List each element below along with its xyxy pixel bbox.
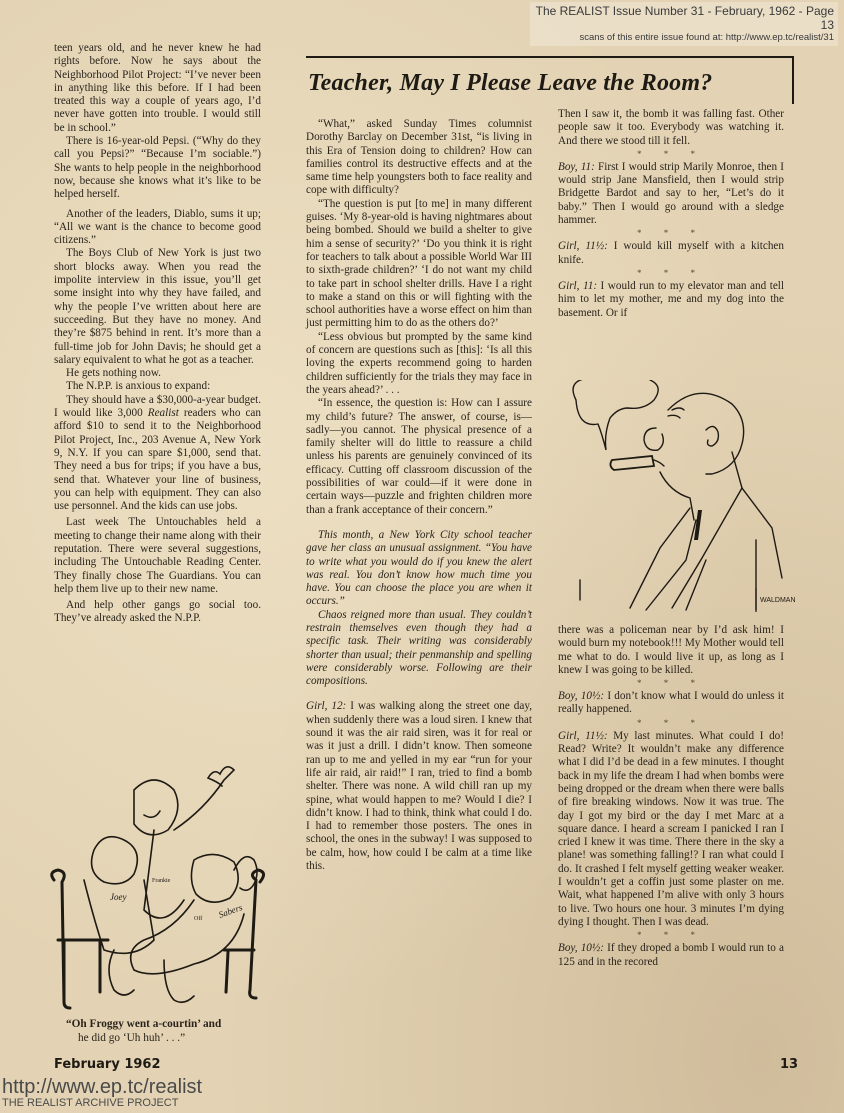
entry-text: First I would strip Marily Monroe, then I would strip Jane Mansfield, then I would strip Bridgette Bardot and say to her, “Let’s do it baby.” Then I would go around with a sledge hammer. [558,160,785,227]
label-sabers: Sabers [217,902,244,920]
magazine-name: Realist [147,407,179,420]
entry-label: Boy, 11: [558,160,595,173]
head-outline [668,393,744,474]
entry-label: Boy, 10½: [558,690,605,703]
figure-joey-body [84,880,154,953]
artist-signature: WALDMAN [760,597,796,604]
label-off: Off [194,916,203,922]
composition-entry [306,700,532,873]
figure-sabers-head [191,854,238,902]
intro-paragraph: Chaos reigned more than usual. They couldn’t restrain themselves even though they had a specific task. Their writing was considerably shorter than usual; their penmanship and spelling were considerably worse. Following are their compositions. [306,608,532,688]
figure-frankie-arm [144,767,234,918]
paragraph: The Boys Club of New York is just two short blocks away. When you read the impolite interview in this issue, you’ll get some insight into why they have failed, and why the people I’ve written about here are succeeding. But they have no money. And they’re $875 behind in rent. It’s more than a full-time job for John Davis; he should get a salary equivalent to what he got as a teacher. [54,247,261,366]
column-2 [306,118,532,873]
figure-legs [109,950,194,1002]
coat-lapels [630,488,742,610]
paragraph: “In essence, the question is: How can I assure my child’s future? The answer, of course, is—sadly—you cannot. The physical presence of a family shelter will do little to reassure a child unless his parents are genuinely convinced of its efficacy. Cutting off classroom discussion of the possibilities of war could—if it were done in certain ways—puzzle and frighten children more than a frank acceptance of their concern.” [306,397,532,516]
figure-frankie-head [134,780,178,835]
archive-header [530,2,838,46]
article-title: Teacher, May I Please Leave the Room? [308,70,713,96]
paragraph: Another of the leaders, Diablo, sums it up; “All we want is the chance to become good citizens.” [54,207,261,247]
cartoon-caption [66,1017,266,1045]
label-joey: Joey [110,892,127,902]
paragraph: “Less obvious but prompted by the same kind of concern are questions such as [this]: ‘Is all this loving the experts recommend going to harden children sufficiently for the trials they may face in the years ahead?’ . . . [306,330,532,396]
coat-front [686,540,756,610]
mouth [654,460,664,466]
intro-paragraph: This month, a New York City school teacher gave her class an unusual assignment. “You have to write what you would do if you knew the alert was real. You don’t know how much time you have. You can choose the place you are when it occurs.” [306,528,532,608]
page-number: 13 [780,1057,799,1072]
entry-label: Girl, 11½: [558,240,608,253]
shoulder-back [732,452,782,578]
paragraph: “What,” asked Sunday Times columnist Dorothy Barclay on December 31st, “is living in this Era of Tension doing to children? How can families control its destructive effects and at the same time help youngsters both to face reality and cope with difficulty? [306,118,532,197]
entry-text: My last minutes. What could I do! Read? Write? It wouldn’t make any difference what I did I’d be dead in a few minutes. I thought back in my life the dream I had when bombs were being dropped or the dream when there were balls of fire breaking windows. Now it was true. The day I got my bird or the day I met Marc at a square dance. I heard a scream I panicked I ran I cried I knew it was time. There there in the sky a plane! was something falling!? I ran what could I do. It crashed I felt myself getting weaker weaker. I wouldn’t get a coffin just some plaster on me. Wait, what happened I’m alive with only 3 hours to live. Two hours one hour. 3 minutes I’m dying dying I thought. Then I was dead. [558,729,784,928]
cartoon-illustration-cigar-man [556,380,836,620]
paragraph: The N.P.P. is anxious to expand: [66,380,211,393]
composition-continued: Then I saw it, the bomb it was falling fast. Other people saw it too. Everybody was watching it. And there we stood till it fell. [558,108,784,147]
paragraph: teen years old, and he never knew he had rights before. Now he says about the Neighborhood Pilot Project: “I’ve never been in anything like this before. If I had been treated this way a couple of years ago, I’d never have gotten into trouble. I would still be in school.” [54,42,261,134]
entry-text: I don’t know what I would do unless it really happened. [558,690,784,716]
nose [644,428,663,450]
entry-label: Boy, 10½: [558,942,605,955]
column-3-continued [558,624,784,969]
figure-joey-head [92,837,138,884]
entry-label: Girl, 12: [306,700,347,713]
entry-text: I would run to my elevator man and tell him to let my mother, me and my dog into the basement. Or if [558,279,784,319]
composition-entry [558,690,784,717]
eyebrows [668,408,684,418]
watermark-project-name: THE REALIST ARCHIVE PROJECT [2,1097,179,1109]
text: readers who can afford $10 to send it to the Neighborhood Pilot Project, Inc., 203 Avenue A, New York 9, N.Y. If you can spare $1,000, send that. They need a bus for trips; if you have a bus, send that. Whatever your line of business, you can help with equipment. They can also use personnel. And the kids can use jobs. [54,407,261,513]
entry-text: I was walking along the street one day, when suddenly there was a loud siren. I knew that sound it was the air raid siren, was it for real or was it just a drill. I didn’t know. Then someone ran up to me and yelled in my ear “run for your life air raid, air raid!” I ran, tried to find a bomb shelter. There was none. A wild chill ran up my spine, what would happen to me? Would I die? I didn’t know. I had to think, think what could I do. I had to remember those posters. The ones in school, the ones in the subway! I was supposed to be calm, how, how could I be calm at a time like this. [306,700,533,873]
text: They should have a $30,000-a-year budget. I would like 3,000 [54,393,261,420]
separator: * * * [637,228,705,239]
figure-frankie-mouth [144,811,160,817]
separator: * * * [637,930,705,941]
paragraph: And help other gangs go social too. They’ve already asked the N.P.P. [54,599,261,625]
cigar [610,456,654,470]
caption-line-1: “Oh Froggy went a-courtin’ and [66,1018,222,1030]
smoke-cloud [573,380,658,450]
composition-entry [558,942,784,969]
separator: * * * [637,148,705,159]
column-1 [54,42,261,626]
separator: * * * [637,717,705,728]
watermark-url[interactable]: http://www.ep.tc/realist [2,1076,203,1098]
entry-text: If they droped a bomb I would run to a 125 and in the recored [558,942,784,968]
cartoon-illustration-gang [44,760,284,1015]
column-3 [558,108,784,320]
composition-entry [558,280,784,320]
separator: * * * [637,267,705,278]
composition-continued: there was a policeman near by I’d ask him! I would burn my notebook!!! My Mother would tell me what to do. I would live it up, as long as I knew I was going to be killed. [558,624,784,676]
ear [706,426,718,446]
footer-date: February 1962 [54,1057,161,1072]
entry-label: Girl, 11: [558,279,598,292]
composition-entry [558,240,784,267]
archive-header-link[interactable]: scans of this entire issue found at: http://www.ep.tc/realist/31 [579,32,834,43]
chin-neck [660,472,694,520]
entry-text: I would kill myself with a kitchen knife. [558,240,784,266]
paragraph: Last week The Untouchables held a meeting to change their name along with their reputation. There were several suggestions, including The Untouchable Reading Center. They finally chose The Guardians. You can help them live up to their new name. [54,516,261,595]
composition-entry [558,161,784,227]
chair-left-legs [58,940,108,1008]
composition-entry [558,730,784,929]
paragraph: He gets nothing now. [66,367,161,380]
caption-line-2: he did go ‘Uh huh’ . . .” [78,1032,186,1044]
chair-left-back [52,870,65,1002]
paragraph [54,394,261,514]
archive-header-title: The REALIST Issue Number 31 - February, 1962 - Page 13 [535,4,834,32]
paragraph: There is 16-year-old Pepsi. (“Why do they call you Pepsi?” “Because I’m sociable.”) She wants to help people in the neighborhood now, because she knows what it’s like to be helped herself. [54,135,261,201]
separator: * * * [637,678,705,689]
entry-label: Girl, 11½: [558,729,608,742]
paragraph: “The question is put [to me] in many different guises. ‘My 8-year-old is having nightmares about being bombed. Should we build a shelter to give him a sense of security?’ ‘Do you think it is right for teachers to talk about a possible World War III to sixth-grade children?’ ‘I do not want my child to take part in school shelter drills. Have I a right to make a stand on this or will fighting with the school authorities have a worse effect on him than just permitting him to do as the others do?’ [306,197,532,330]
label-frankie: Frankie [152,878,171,884]
